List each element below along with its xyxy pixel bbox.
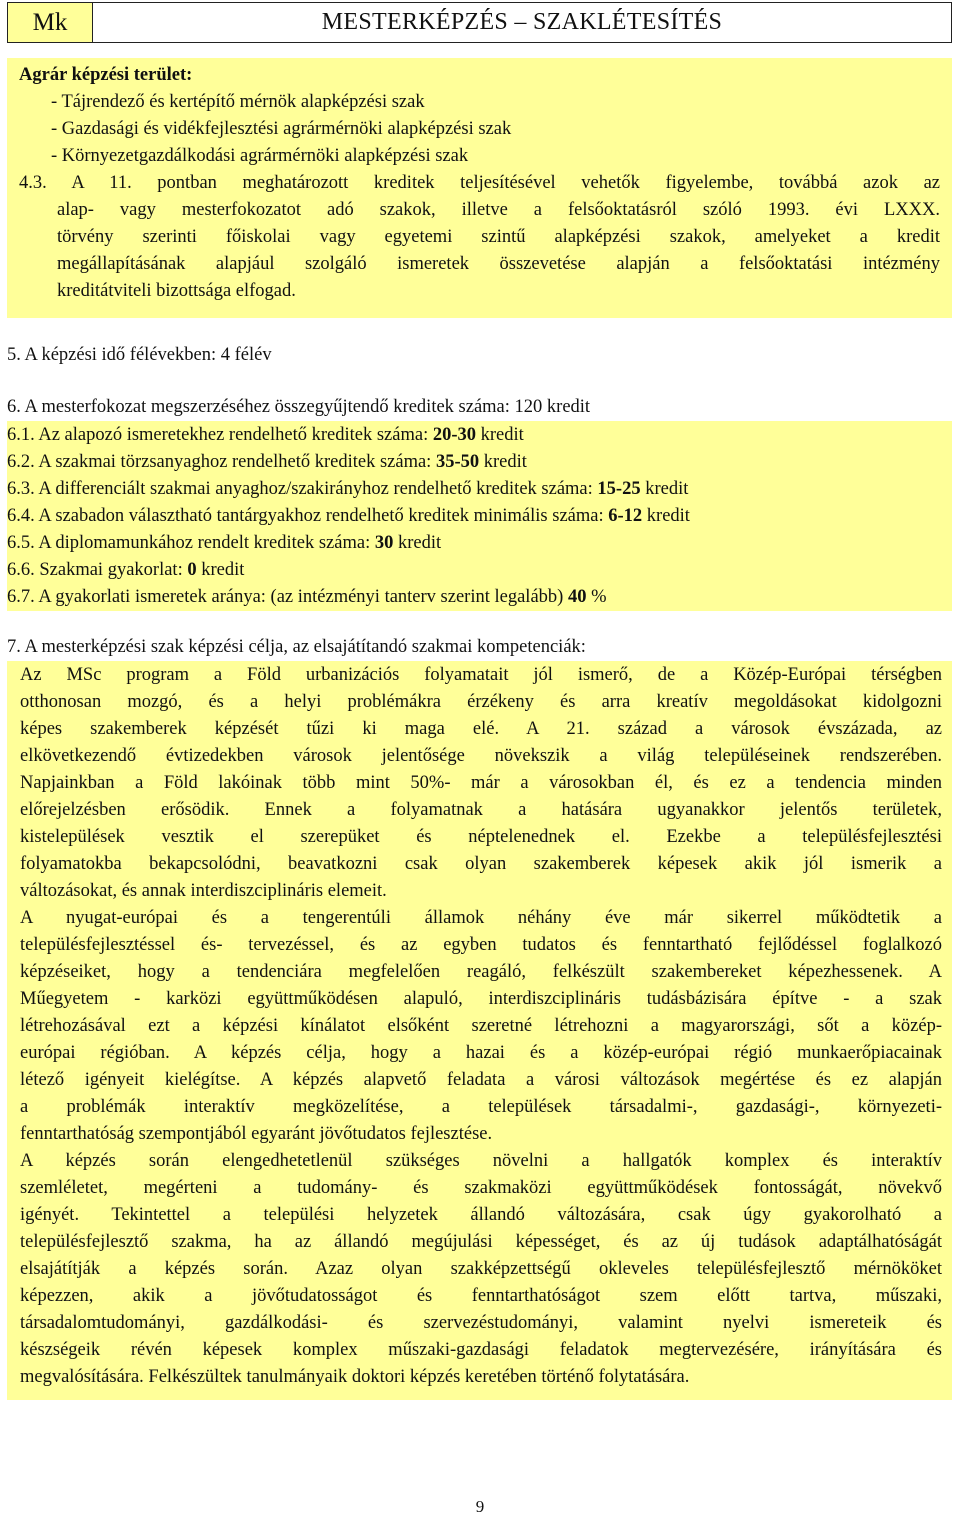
body-line: igényét. Tekintettel a települési helyzetek állandó változására, csak úgy gyakorolható a [20,1205,942,1225]
credit-item: 6.1. Az alapozó ismeretekhez rendelhető kreditek száma: 20-30 kredit [7,425,524,445]
section7-body [7,661,952,1400]
agrar-paragraph-line: alap- vagy mesterfokozatot adó szakok, illetve a felsőoktatásról szóló 1993. évi LXXX. [57,200,940,220]
section5-label: 5. A képzési idő félévekben: [7,345,217,365]
credit-item: 6.3. A differenciált szakmai anyaghoz/szakirányhoz rendelhető kreditek száma: 15-25 kredit [7,479,689,499]
section6-label: 6. A mesterfokozat megszerzéséhez összegyűjtendő kreditek száma: [7,397,510,417]
credit-item: 6.4. A szabadon választható tantárgyakhoz rendelhető kreditek minimális száma: 6-12 kredit [7,506,690,526]
body-line: elkövetkezendő évtizedekben városok jelentősége növekszik a világ településeinek rendszerében. [20,746,942,766]
body-line: előrejelzésben erősödik. Ennek a folyamatnak a hatására ugyanakkor jelentős területek, [20,800,942,820]
body-line: településfejlesztő szakma, ha az állandó megújulási képességet, és az új tudások adaptálhatóságát [20,1232,942,1252]
document-header [7,2,952,43]
credit-value: 30 [374,533,394,553]
body-line: szemléletet, megérteni a tudomány- és szakmaközi együttműködések fontosságát, növekvő [20,1178,942,1198]
agrar-paragraph-line: kreditátviteli bizottsága elfogad. [57,281,296,301]
section7-heading: 7. A mesterképzési szak képzési célja, az elsajátítandó szakmai kompetenciák: [7,637,586,657]
body-line: képzéseiket, hogy a tendenciára megfelelően reagáló, felkészült szakembereket képezhessenek. A [20,962,942,982]
credit-value: 6-12 [608,506,643,526]
body-line: elsajátítják a képzés során. Azaz olyan szakképzettségű okleveles településfejlesztő mérnököket [20,1259,942,1279]
header-code-box: Mk [8,3,93,42]
credit-item: 6.7. A gyakorlati ismeretek aránya: (az intézményi tanterv szerint legalább) 40 % [7,587,607,607]
credit-item: 6.5. A diplomamunkához rendelt kreditek száma: 30 kredit [7,533,442,553]
credit-value: 15-25 [597,479,641,499]
agrar-item: - Tájrendező és kertépítő mérnök alapképzési szak [51,92,425,112]
body-line: képezzen, akik a jövőtudatosságot és fenntarthatóságot szem előtt tartva, műszaki, [20,1286,942,1306]
body-line: kistelepülések vesztik el szerepüket és néptelenednek el. Ezekbe a településfejlesztési [20,827,942,847]
body-line: otthonosan mozgó, és a helyi problémákra érzékeny és arra kreatív megoldásokat kidolgozni [20,692,942,712]
body-line: változásokat, és annak interdiszciplináris elemeit. [20,881,387,901]
credit-value: 0 [187,560,197,580]
body-line: létrehozásával ezt a képzési kínálatot elsőként szeretné létrehozni a magyarországi, sőt a közép- [20,1016,942,1036]
agrar-section [7,58,952,318]
body-line: Az MSc program a Föld urbanizációs folyamatait jól ismerő, de a Közép-Európai térségben [20,665,942,685]
body-line: folyamatokba bekapcsolódni, beavatkozni csak olyan szakemberek képesek akik jól ismerik a [20,854,942,874]
body-line: a problémák interaktív megközelítése, a települések társadalmi-, gazdasági-, környezeti- [20,1097,942,1117]
credit-value: 40 [567,587,587,607]
section6-value: 120 kredit [514,397,591,417]
credit-item: 6.2. A szakmai törzsanyaghoz rendelhető kreditek száma: 35-50 kredit [7,452,527,472]
body-line: megvalósítására. Felkészültek tanulmányaik doktori képzés keretében történő folytatására. [20,1367,690,1387]
section5-line [7,342,952,369]
section5-value: 4 félév [220,345,272,365]
header-title: MESTERKÉPZÉS – SZAKLÉTESÍTÉS [321,9,723,35]
agrar-item: - Környezetgazdálkodási agrármérnöki alapképzési szak [51,146,469,166]
section6-line [7,394,952,421]
credit-item: 6.6. Szakmai gyakorlat: 0 kredit [7,560,245,580]
credits-section [7,421,952,611]
agrar-paragraph-line: megállapításának alapjául szolgáló ismeretek összevetése alapján a felsőoktatási intézmény [57,254,940,274]
credit-value: 35-50 [435,452,480,472]
body-line: Műegyetem - karközi együttműködésen alapuló, interdiszciplináris tudásbázisára építve - a szak [20,989,942,1009]
agrar-paragraph-line: 4.3. A 11. pontban meghatározott kreditek teljesítésével vehetők figyelembe, továbbá azok az [19,173,940,193]
agrar-paragraph-line: törvény szerinti főiskolai vagy egyetemi szintű alapképzési szakok, amelyeket a kredit [57,227,940,247]
body-line: A képzés során elengedhetetlenül szükséges növelni a hallgatók komplex és interaktív [20,1151,942,1171]
body-line: létező igényeit kielégítse. A képzés alapvető feladata a városi változások megértése és ez alapján [20,1070,942,1090]
body-line: európai régióban. A képzés célja, hogy a hazai és a közép-európai régió munkaerőpiacainak [20,1043,942,1063]
body-line: készségeik révén képesek komplex műszaki-gazdasági feladatok megtervezésére, irányítására és [20,1340,942,1360]
body-line: településfejlesztéssel és- tervezéssel, és az egyben tudatos és fenntartható fejlődéssel foglalkozó [20,935,942,955]
credit-value: 20-30 [432,425,477,445]
agrar-title: Agrár képzési terület: [19,65,193,85]
body-line: társadalomtudományi, gazdálkodási- és szervezéstudományi, valamint nyelvi ismereteik és [20,1313,942,1333]
page-number: 9 [475,1497,485,1516]
body-line: fenntarthatóság szempontjából egyaránt jövőtudatos fejlesztése. [20,1124,493,1144]
body-line: A nyugat-európai és a tengerentúli államok néhány éve már sikerrel működtetik a [20,908,942,928]
body-line: képes szakemberek képzését tűzi ki maga elé. A 21. század a városok évszázada, az [20,719,942,739]
body-line: Napjainkban a Föld lakóinak több mint 50%- már a városokban él, és ez a tendencia minden [20,773,942,793]
agrar-item: - Gazdasági és vidékfejlesztési agrármérnöki alapképzési szak [51,119,512,139]
